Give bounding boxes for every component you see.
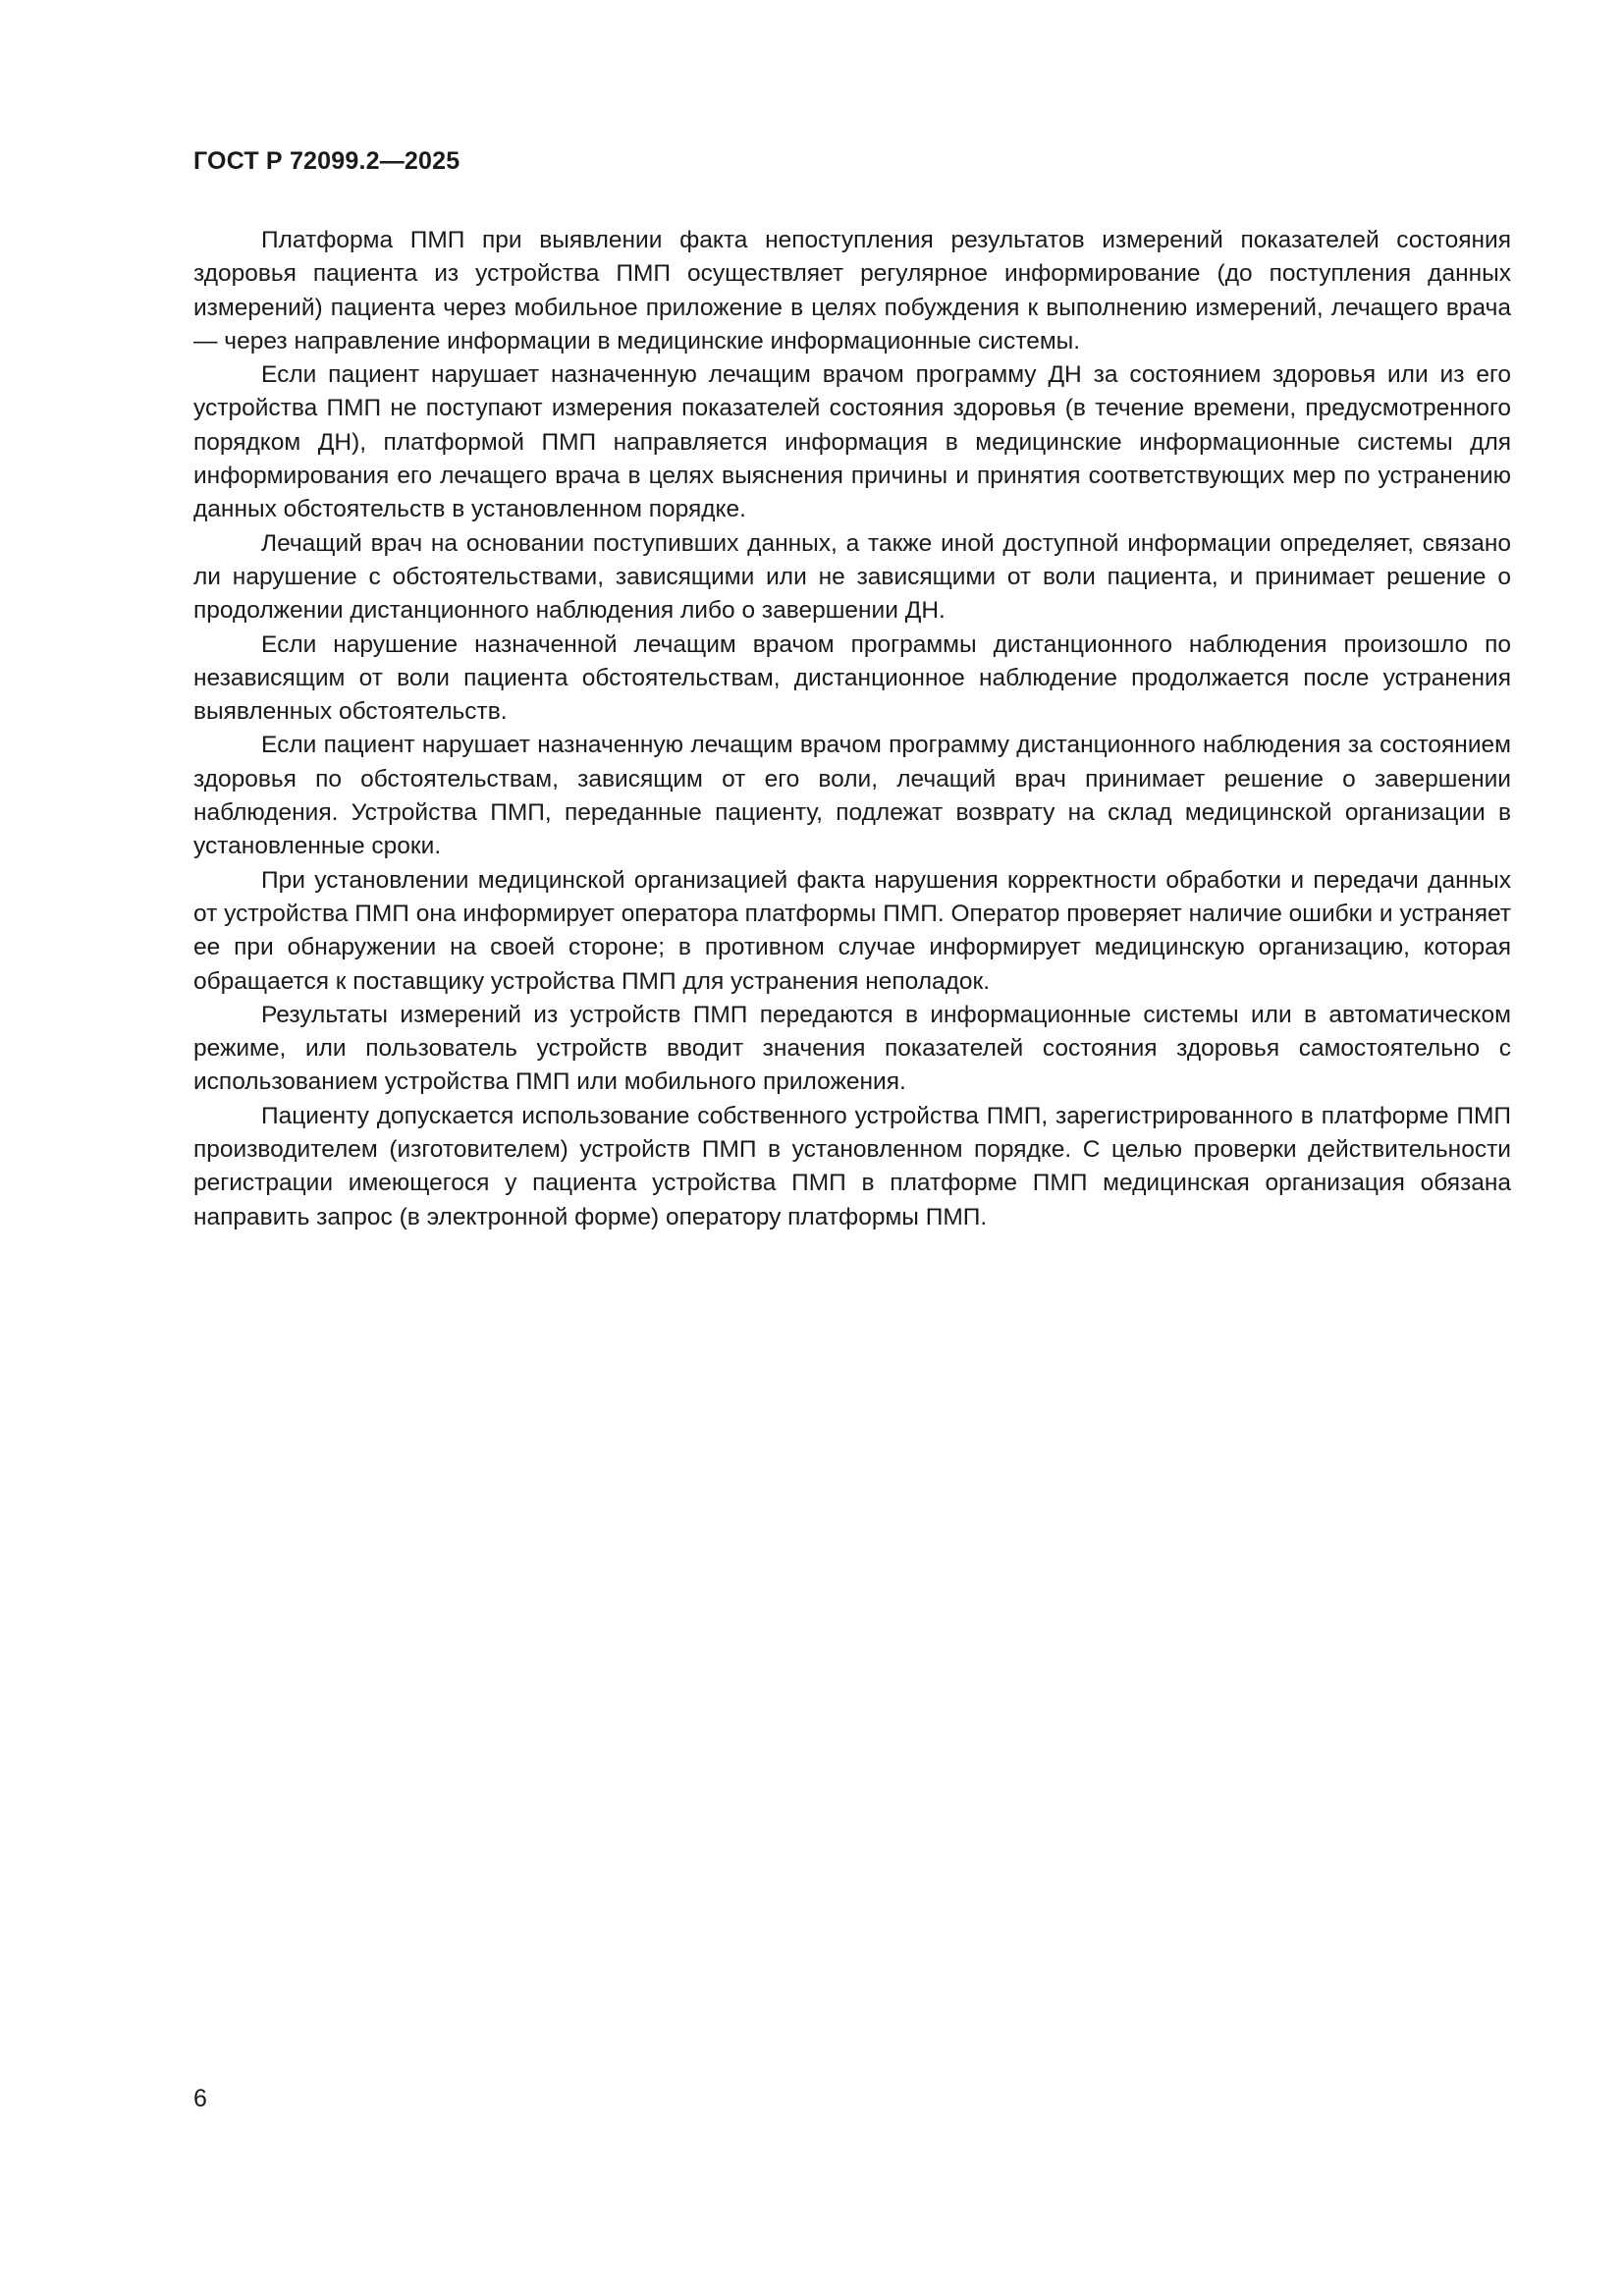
paragraph-5: Если пациент нарушает назначенную лечащим врачом программу дистанционного наблюдения за состоянием здоровья по обстоятельствам, зависящим от его воли, лечащий врач принимает решение о завершении наблюдения. Устройства ПМП, переданные пациенту, подлежат возврату на склад медицинской организации в установленные сроки.	[193, 732, 1511, 860]
paragraph-7: Результаты измерений из устройств ПМП передаются в информационные системы или в автоматическом режиме, или пользователь устройств вводит значения показателей состояния здоровья самостоятельно с использованием устройства ПМП или мобильного приложения.	[193, 1001, 1511, 1096]
paragraph-6: При установлении медицинской организацией факта нарушения корректности обработки и передачи данных от устройства ПМП она информирует оператора платформы ПМП. Оператор проверяет наличие ошибки и устраняет ее при обнаружении на своей стороне; в противном случае информирует медицинскую организацию, которая обращается к поставщику устройства ПМП для устранения неполадок.	[193, 866, 1511, 995]
document-body	[193, 224, 1511, 1234]
document-standard-id: ГОСТ Р 72099.2—2025	[193, 147, 460, 175]
paragraph-1: Платформа ПМП при выявлении факта непоступления результатов измерений показателей состояния здоровья пациента из устройства ПМП осуществляет регулярное информирование (до поступления данных измерений) пациента через мобильное приложение в целях побуждения к выполнению измерений, лечащего врача — через направление информации в медицинские информационные системы.	[193, 227, 1511, 355]
paragraph-8: Пациенту допускается использование собственного устройства ПМП, зарегистрированного в платформе ПМП производителем (изготовителем) устройств ПМП в установленном порядке. С целью проверки действительности регистрации имеющегося у пациента устройства ПМП в платформе ПМП медицинская организация обязана направить запрос (в электронной форме) оператору платформы ПМП.	[193, 1102, 1511, 1230]
paragraph-3: Лечащий врач на основании поступивших данных, а также иной доступной информации определяет, связано ли нарушение с обстоятельствами, зависящими или не зависящими от воли пациента, и принимает решение о продолжении дистанционного наблюдения либо о завершении ДН.	[193, 529, 1511, 625]
paragraph-4: Если нарушение назначенной лечащим врачом программы дистанционного наблюдения произошло по независящим от воли пациента обстоятельствам, дистанционное наблюдение продолжается после устранения выявленных обстоятельств.	[193, 630, 1511, 726]
paragraph-2: Если пациент нарушает назначенную лечащим врачом программу ДН за состоянием здоровья или из его устройства ПМП не поступают измерения показателей состояния здоровья (в течение времени, предусмотренного порядком ДН), платформой ПМП направляется информация в медицинские информационные системы для информирования его лечащего врача в целях выяснения причины и принятия соответствующих мер по устранению данных обстоятельств в установленном порядке.	[193, 361, 1511, 523]
page-number: 6	[193, 2085, 207, 2112]
